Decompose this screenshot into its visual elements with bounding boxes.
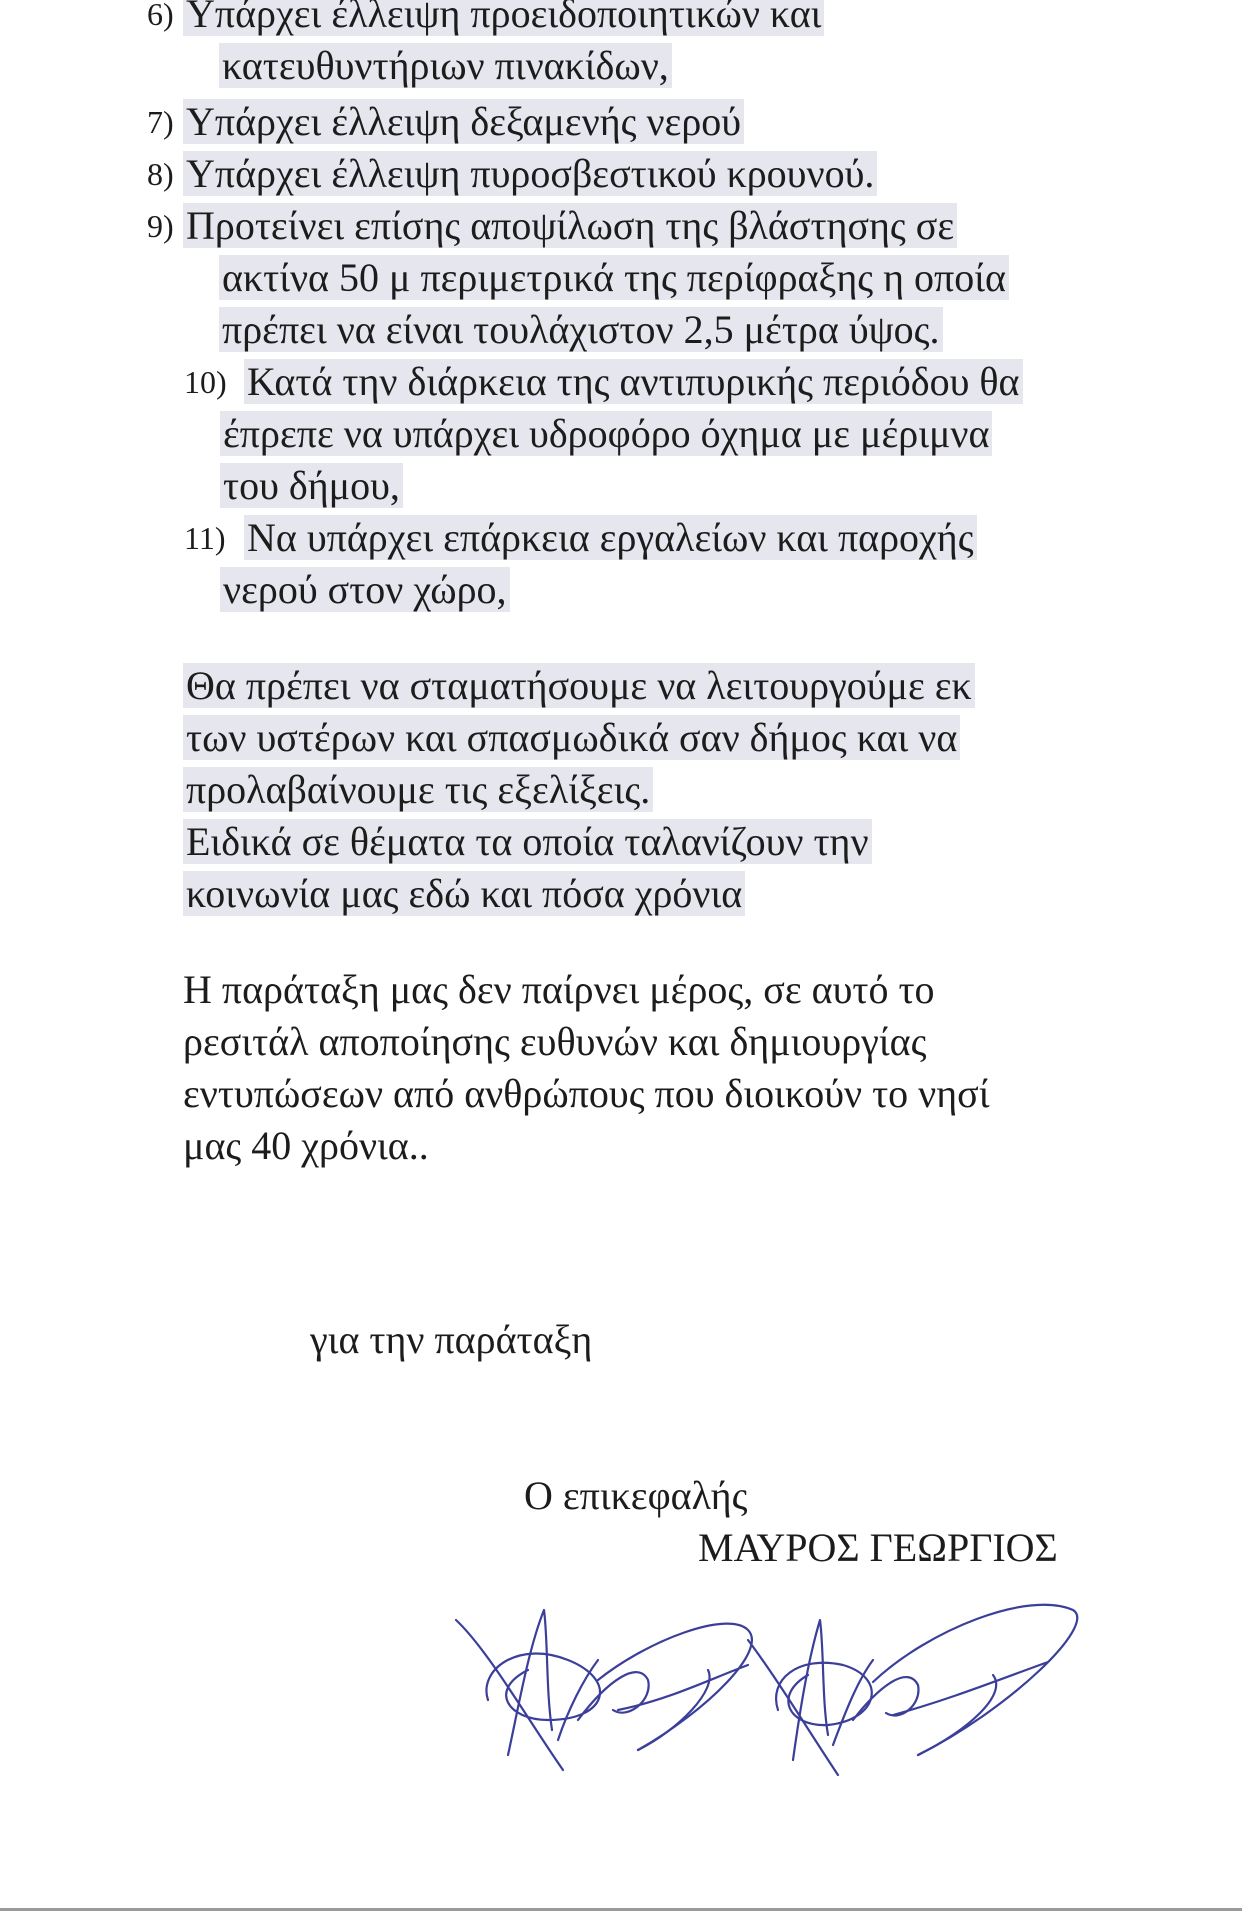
list-text-line: ακτίνα 50 μ περιμετρικά της περίφραξης η οποία bbox=[219, 255, 1009, 300]
paragraph-line: των υστέρων και σπασμωδικά σαν δήμος και να bbox=[183, 715, 960, 760]
handwritten-signature bbox=[448, 1570, 1098, 1790]
list-number: 10) bbox=[184, 364, 227, 400]
list-number: 8) bbox=[147, 156, 174, 192]
closing-name: ΜΑΥΡΟΣ ΓΕΩΡΓΙΟΣ bbox=[698, 1525, 1058, 1570]
list-text-line: έπρεπε να υπάρχει υδροφόρο όχημα με μέριμνα bbox=[220, 411, 992, 456]
list-item-9 bbox=[147, 200, 1123, 356]
list-item-10 bbox=[184, 356, 1184, 512]
paragraph-line: προλαβαίνουμε τις εξελίξεις. bbox=[183, 767, 653, 812]
closing-for-party: για την παράταξη bbox=[310, 1317, 593, 1362]
list-text-line: Κατά την διάρκεια της αντιπυρικής περιόδου θα bbox=[244, 359, 1023, 404]
list-text-line: κατευθυντήριων πινακίδων, bbox=[219, 43, 672, 88]
list-text-line: Να υπάρχει επάρκεια εργαλείων και παροχής bbox=[244, 515, 977, 560]
list-text-line: Υπάρχει έλλειψη πυροσβεστικού κρουνού. bbox=[183, 151, 877, 196]
list-number: 7) bbox=[147, 104, 174, 140]
list-text-line: πρέπει να είναι τουλάχιστον 2,5 μέτρα ύψος. bbox=[219, 307, 943, 352]
list-text-line: Υπάρχει έλλειψη προειδοποιητικών και bbox=[183, 0, 824, 36]
paragraph-line: Ειδικά σε θέματα τα οποία ταλανίζουν την bbox=[183, 819, 872, 864]
list-item-8 bbox=[147, 148, 1123, 200]
paragraph-line: ρεσιτάλ αποποίησης ευθυνών και δημιουργίας bbox=[183, 1019, 927, 1064]
list-item-11 bbox=[184, 512, 1184, 616]
page-bottom-divider bbox=[0, 1908, 1242, 1911]
paragraph-line: Η παράταξη μας δεν παίρνει μέρος, σε αυτό το bbox=[183, 967, 935, 1012]
paragraph-line: μας 40 χρόνια.. bbox=[183, 1123, 429, 1168]
list-text-line: Προτείνει επίσης αποψίλωση της βλάστησης σε bbox=[183, 203, 957, 248]
paragraph-call-to-action bbox=[183, 660, 1103, 920]
paragraph-statement bbox=[183, 964, 1103, 1172]
list-text-line: νερού στον χώρο, bbox=[220, 567, 510, 612]
list-number: 11) bbox=[184, 520, 226, 556]
list-text-line: Υπάρχει έλλειψη δεξαμενής νερού bbox=[183, 99, 744, 144]
paragraph-line: κοινωνία μας εδώ και πόσα χρόνια bbox=[183, 871, 745, 916]
closing-role: Ο επικεφαλής bbox=[524, 1473, 748, 1518]
list-item-7 bbox=[147, 96, 1123, 148]
paragraph-line: Θα πρέπει να σταματήσουμε να λειτουργούμε εκ bbox=[183, 663, 975, 708]
list-number: 6) bbox=[147, 0, 174, 32]
list-text-line: του δήμου, bbox=[220, 463, 403, 508]
list-item-6 bbox=[147, 0, 1123, 92]
list-number: 9) bbox=[147, 208, 174, 244]
paragraph-line: εντυπώσεων από ανθρώπους που διοικούν το νησί bbox=[183, 1071, 990, 1116]
